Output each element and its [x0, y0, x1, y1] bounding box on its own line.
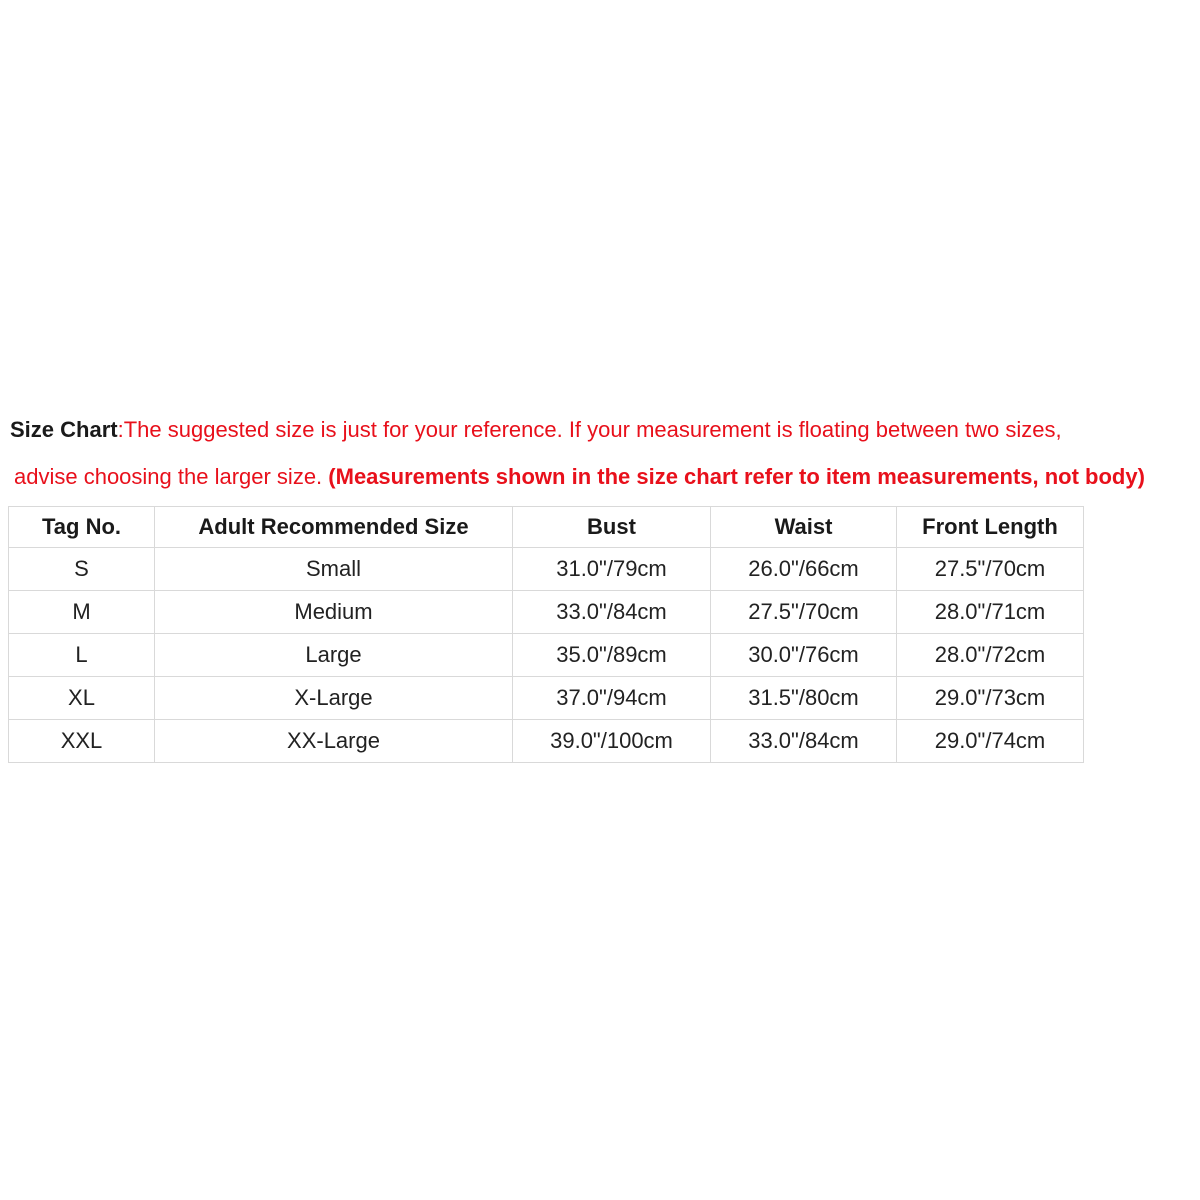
- cell-bust: 39.0"/100cm: [513, 720, 711, 763]
- cell-front-length: 28.0"/72cm: [897, 634, 1084, 677]
- cell-front-length: 27.5"/70cm: [897, 548, 1084, 591]
- cell-tag: XXL: [9, 720, 155, 763]
- cell-tag: M: [9, 591, 155, 634]
- table-row: [9, 548, 1084, 591]
- cell-bust: 31.0"/79cm: [513, 548, 711, 591]
- header-waist: Waist: [711, 507, 897, 548]
- measurement-disclaimer: (Measurements shown in the size chart refer to item measurements, not body): [328, 464, 1145, 489]
- note-text-line-2: advise choosing the larger size.: [14, 464, 323, 489]
- table-row: [9, 677, 1084, 720]
- size-chart-label: Size Chart: [10, 417, 118, 442]
- cell-size: Small: [155, 548, 513, 591]
- cell-size: Medium: [155, 591, 513, 634]
- cell-size: XX-Large: [155, 720, 513, 763]
- size-table: [8, 506, 1084, 763]
- cell-bust: 37.0"/94cm: [513, 677, 711, 720]
- note-line-2: [10, 453, 1195, 500]
- header-adult-recommended-size: Adult Recommended Size: [155, 507, 513, 548]
- cell-tag: S: [9, 548, 155, 591]
- cell-waist: 33.0"/84cm: [711, 720, 897, 763]
- cell-size: Large: [155, 634, 513, 677]
- size-chart-note: [10, 406, 1195, 500]
- header-tag-no: Tag No.: [9, 507, 155, 548]
- header-front-length: Front Length: [897, 507, 1084, 548]
- cell-waist: 27.5"/70cm: [711, 591, 897, 634]
- cell-bust: 33.0"/84cm: [513, 591, 711, 634]
- cell-front-length: 28.0"/71cm: [897, 591, 1084, 634]
- cell-waist: 26.0"/66cm: [711, 548, 897, 591]
- label-separator: :: [117, 417, 124, 442]
- table-row: [9, 634, 1084, 677]
- cell-front-length: 29.0"/74cm: [897, 720, 1084, 763]
- note-line-1: [10, 406, 1195, 453]
- cell-front-length: 29.0"/73cm: [897, 677, 1084, 720]
- table-row: [9, 591, 1084, 634]
- cell-waist: 31.5"/80cm: [711, 677, 897, 720]
- header-bust: Bust: [513, 507, 711, 548]
- note-text-line-1: The suggested size is just for your reference. If your measurement is floating between two sizes,: [123, 417, 1062, 442]
- table-row: [9, 720, 1084, 763]
- cell-bust: 35.0"/89cm: [513, 634, 711, 677]
- table-header-row: [9, 507, 1084, 548]
- cell-waist: 30.0"/76cm: [711, 634, 897, 677]
- cell-size: X-Large: [155, 677, 513, 720]
- cell-tag: XL: [9, 677, 155, 720]
- cell-tag: L: [9, 634, 155, 677]
